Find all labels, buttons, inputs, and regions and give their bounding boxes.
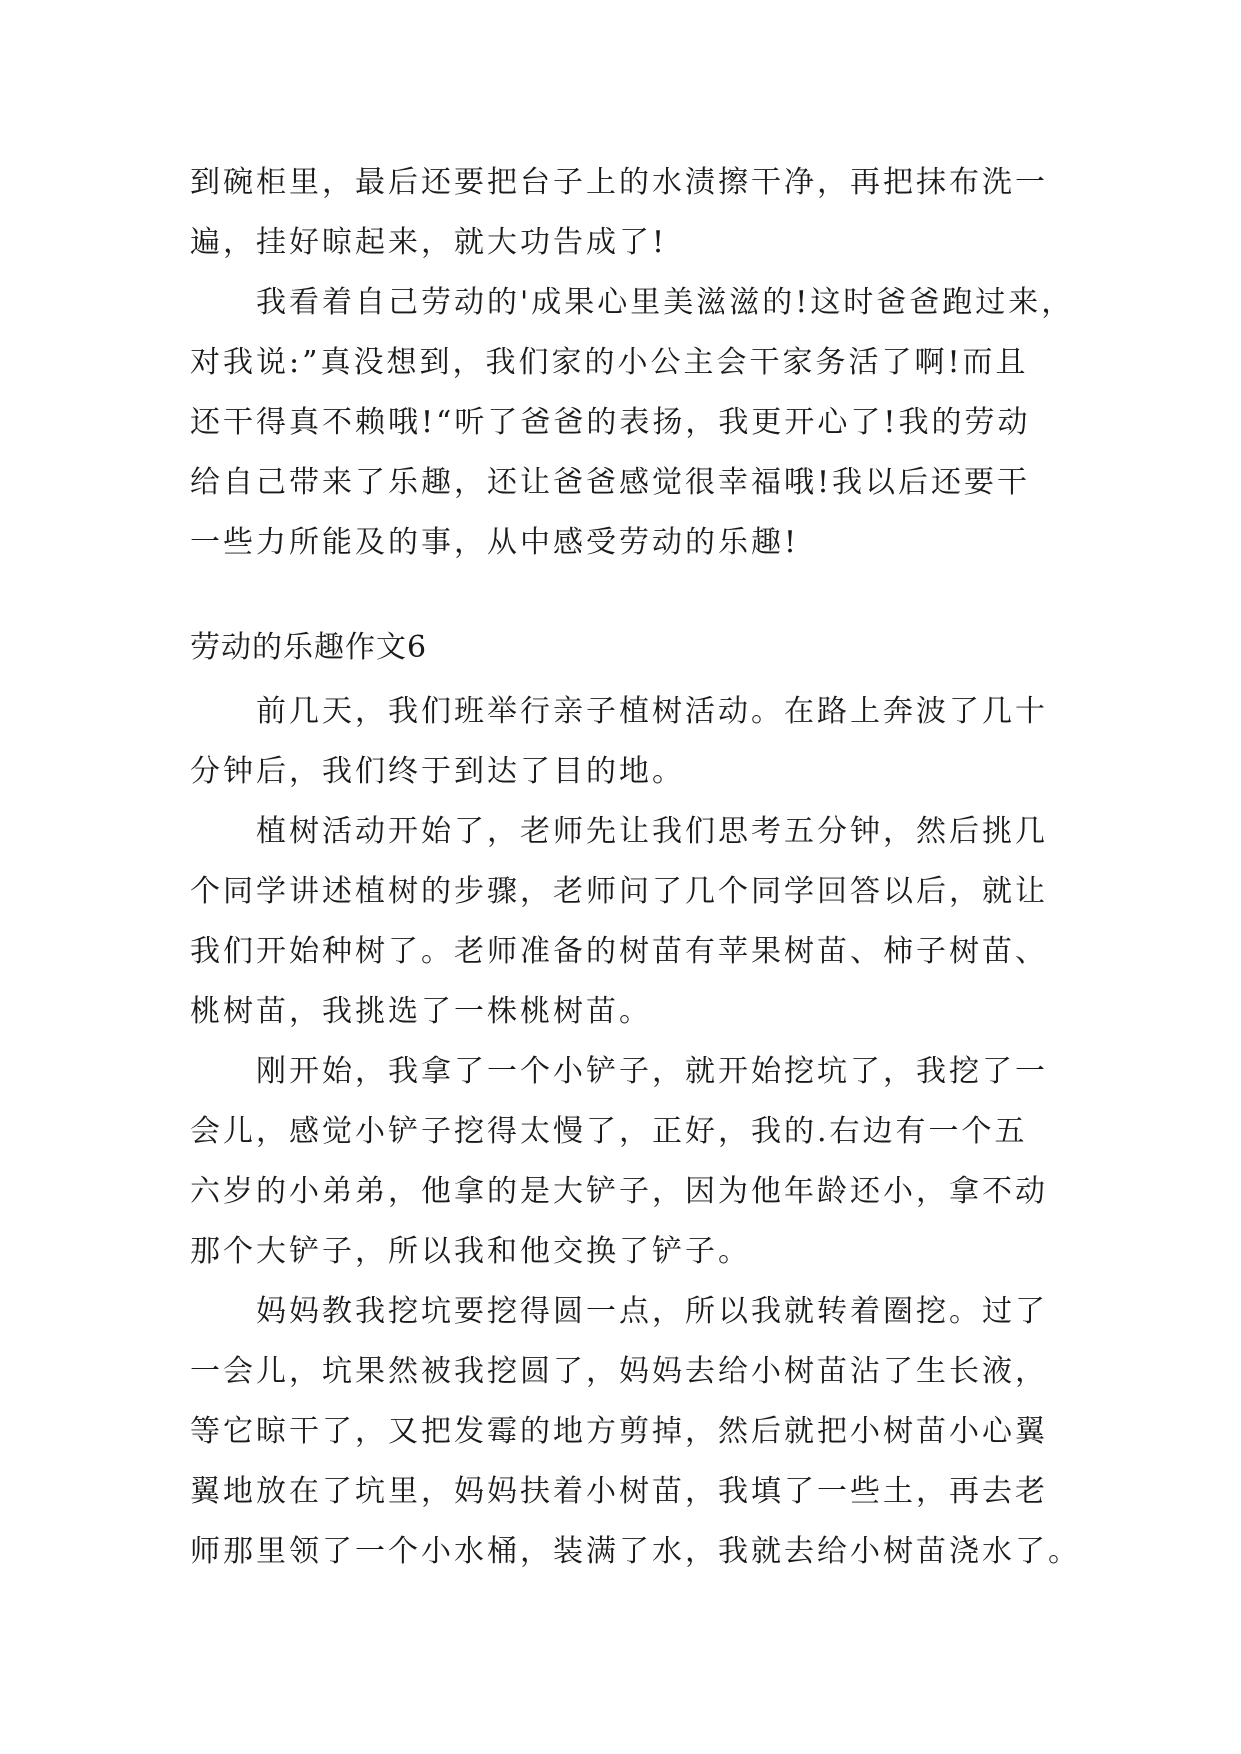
paragraph-line: 前几天，我们班举行亲子植树活动。在路上奔波了几十	[256, 694, 1048, 729]
paragraph-line: 对我说:”真没想到，我们家的小公主会干家务活了啊!而且	[190, 345, 1029, 380]
paragraph-line: 植树活动开始了，老师先让我们思考五分钟，然后挑几	[256, 814, 1048, 849]
paragraph-line: 桃树苗，我挑选了一株桃树苗。	[190, 994, 652, 1029]
paragraph-line: 等它晾干了，又把发霉的地方剪掉，然后就把小树苗小心翼	[190, 1414, 1048, 1449]
paragraph-line: 会儿，感觉小铲子挖得太慢了，正好，我的.右边有一个五	[190, 1114, 1028, 1149]
paragraph-line: 师那里领了一个小水桶，装满了水，我就去给小树苗浇水了。	[190, 1534, 1081, 1569]
section-heading: 劳动的乐趣作文6	[190, 630, 428, 665]
paragraph-line: 给自己带来了乐趣，还让爸爸感觉很幸福哦!我以后还要干	[190, 465, 1031, 500]
paragraph-line: 还干得真不赖哦!“听了爸爸的表扬，我更开心了!我的劳动	[190, 405, 1031, 440]
paragraph-line: 一会儿，坑果然被我挖圆了，妈妈去给小树苗沾了生长液，	[190, 1354, 1048, 1389]
paragraph-line: 刚开始，我拿了一个小铲子，就开始挖坑了，我挖了一	[256, 1054, 1048, 1089]
paragraph-line: 六岁的小弟弟，他拿的是大铲子，因为他年龄还小，拿不动	[190, 1174, 1048, 1209]
paragraph-line: 遍，挂好晾起来，就大功告成了!	[190, 225, 668, 260]
paragraph-line: 妈妈教我挖坑要挖得圆一点，所以我就转着圈挖。过了	[256, 1294, 1048, 1329]
paragraph-line: 一些力所能及的事，从中感受劳动的乐趣!	[190, 525, 800, 560]
paragraph-line: 到碗柜里，最后还要把台子上的水渍擦干净，再把抹布洗一	[190, 165, 1048, 200]
paragraph-line: 我看着自己劳动的'成果心里美滋滋的!这时爸爸跑过来，	[256, 285, 1075, 320]
paragraph-line: 翼地放在了坑里，妈妈扶着小树苗，我填了一些土，再去老	[190, 1474, 1048, 1509]
paragraph-line: 那个大铲子，所以我和他交换了铲子。	[190, 1234, 751, 1269]
paragraph-line: 个同学讲述植树的步骤，老师问了几个同学回答以后，就让	[190, 874, 1048, 909]
paragraph-line: 分钟后，我们终于到达了目的地。	[190, 754, 685, 789]
paragraph-line: 我们开始种树了。老师准备的树苗有苹果树苗、柿子树苗、	[190, 934, 1048, 969]
